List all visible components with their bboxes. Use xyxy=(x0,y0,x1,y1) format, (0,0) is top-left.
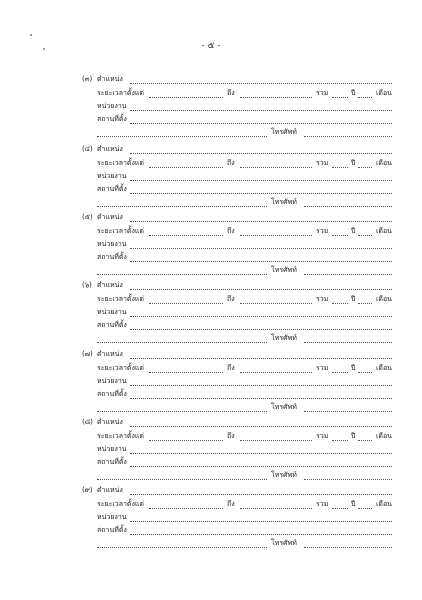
agency-label: หน่วยงาน xyxy=(97,240,127,248)
form-entry xyxy=(0,484,422,554)
start-date-field[interactable] xyxy=(149,294,223,304)
month-label: เดือน xyxy=(376,364,392,372)
total-field[interactable] xyxy=(332,294,348,304)
entry-number: (๗) xyxy=(82,350,93,358)
year-label: ปี xyxy=(351,432,356,440)
phone-label: โทรศัพท์ xyxy=(271,128,297,136)
end-date-field[interactable] xyxy=(240,88,312,98)
to-label: ถึง xyxy=(227,364,235,372)
entry-number: (๖) xyxy=(82,281,92,289)
start-date-field[interactable] xyxy=(149,363,223,373)
year-label: ปี xyxy=(351,159,356,167)
phone-label: โทรศัพท์ xyxy=(271,198,297,206)
period-label: ระยะเวลาตั้งแต่ xyxy=(97,227,144,235)
agency-field[interactable] xyxy=(130,239,392,249)
position-field[interactable] xyxy=(130,144,392,154)
year-field[interactable] xyxy=(358,226,372,236)
total-label: รวม xyxy=(316,89,329,97)
entry-number: (๓) xyxy=(82,75,93,83)
location-label: สถานที่ตั้ง xyxy=(97,185,127,193)
year-field[interactable] xyxy=(358,294,372,304)
year-field[interactable] xyxy=(358,499,372,509)
period-label: ระยะเวลาตั้งแต่ xyxy=(97,432,144,440)
start-date-field[interactable] xyxy=(149,88,223,98)
year-label: ปี xyxy=(351,295,356,303)
position-field[interactable] xyxy=(130,417,392,427)
total-field[interactable] xyxy=(332,363,348,373)
year-field[interactable] xyxy=(358,88,372,98)
agency-field[interactable] xyxy=(130,307,392,317)
phone-label: โทรศัพท์ xyxy=(271,471,297,479)
total-field[interactable] xyxy=(332,226,348,236)
phone-label: โทรศัพท์ xyxy=(271,539,297,547)
entry-number: (๘) xyxy=(82,418,93,426)
phone-field[interactable] xyxy=(304,402,392,412)
period-label: ระยะเวลาตั้งแต่ xyxy=(97,364,144,372)
form-entry xyxy=(0,73,422,143)
agency-field[interactable] xyxy=(130,444,392,454)
form-entry xyxy=(0,416,422,486)
to-label: ถึง xyxy=(227,89,235,97)
year-label: ปี xyxy=(351,364,356,372)
period-label: ระยะเวลาตั้งแต่ xyxy=(97,500,144,508)
position-label: ตำแหน่ง xyxy=(97,145,123,153)
location-field[interactable] xyxy=(130,252,392,262)
address-field[interactable] xyxy=(97,127,267,137)
location-field[interactable] xyxy=(130,525,392,535)
month-label: เดือน xyxy=(376,159,392,167)
total-field[interactable] xyxy=(332,158,348,168)
location-field[interactable] xyxy=(130,389,392,399)
year-field[interactable] xyxy=(358,363,372,373)
to-label: ถึง xyxy=(227,432,235,440)
address-field[interactable] xyxy=(97,538,267,548)
to-label: ถึง xyxy=(227,159,235,167)
start-date-field[interactable] xyxy=(149,158,223,168)
position-label: ตำแหน่ง xyxy=(97,486,123,494)
address-field[interactable] xyxy=(97,197,267,207)
position-label: ตำแหน่ง xyxy=(97,418,123,426)
phone-field[interactable] xyxy=(304,333,392,343)
end-date-field[interactable] xyxy=(240,499,312,509)
year-label: ปี xyxy=(351,89,356,97)
month-label: เดือน xyxy=(376,89,392,97)
location-label: สถานที่ตั้ง xyxy=(97,321,127,329)
form-entry xyxy=(0,211,422,281)
agency-field[interactable] xyxy=(130,376,392,386)
form-entry xyxy=(0,348,422,418)
end-date-field[interactable] xyxy=(240,431,312,441)
phone-label: โทรศัพท์ xyxy=(271,403,297,411)
period-label: ระยะเวลาตั้งแต่ xyxy=(97,89,144,97)
to-label: ถึง xyxy=(227,227,235,235)
agency-field[interactable] xyxy=(130,512,392,522)
total-label: รวม xyxy=(316,432,329,440)
position-field[interactable] xyxy=(130,280,392,290)
phone-field[interactable] xyxy=(304,265,392,275)
agency-label: หน่วยงาน xyxy=(97,102,127,110)
agency-label: หน่วยงาน xyxy=(97,308,127,316)
phone-field[interactable] xyxy=(304,538,392,548)
agency-field[interactable] xyxy=(130,101,392,111)
agency-label: หน่วยงาน xyxy=(97,445,127,453)
total-label: รวม xyxy=(316,227,329,235)
end-date-field[interactable] xyxy=(240,363,312,373)
entry-number: (๔) xyxy=(82,145,93,153)
to-label: ถึง xyxy=(227,500,235,508)
month-label: เดือน xyxy=(376,295,392,303)
page-number: - ๕ - xyxy=(201,41,221,51)
phone-field[interactable] xyxy=(304,470,392,480)
year-field[interactable] xyxy=(358,431,372,441)
location-field[interactable] xyxy=(130,114,392,124)
start-date-field[interactable] xyxy=(149,226,223,236)
total-label: รวม xyxy=(316,295,329,303)
end-date-field[interactable] xyxy=(240,158,312,168)
location-label: สถานที่ตั้ง xyxy=(97,115,127,123)
entry-number: (๕) xyxy=(82,213,93,221)
entry-number: (๙) xyxy=(82,486,93,494)
position-label: ตำแหน่ง xyxy=(97,213,123,221)
phone-field[interactable] xyxy=(304,127,392,137)
position-field[interactable] xyxy=(130,212,392,222)
period-label: ระยะเวลาตั้งแต่ xyxy=(97,159,144,167)
position-field[interactable] xyxy=(130,349,392,359)
total-label: รวม xyxy=(316,500,329,508)
total-field[interactable] xyxy=(332,431,348,441)
end-date-field[interactable] xyxy=(240,294,312,304)
form-entry xyxy=(0,279,422,349)
start-date-field[interactable] xyxy=(149,499,223,509)
location-label: สถานที่ตั้ง xyxy=(97,458,127,466)
address-field[interactable] xyxy=(97,470,267,480)
agency-label: หน่วยงาน xyxy=(97,513,127,521)
agency-label: หน่วยงาน xyxy=(97,172,127,180)
position-field[interactable] xyxy=(130,485,392,495)
end-date-field[interactable] xyxy=(240,226,312,236)
position-label: ตำแหน่ง xyxy=(97,281,123,289)
position-label: ตำแหน่ง xyxy=(97,350,123,358)
location-field[interactable] xyxy=(130,320,392,330)
location-label: สถานที่ตั้ง xyxy=(97,253,127,261)
year-label: ปี xyxy=(351,227,356,235)
total-field[interactable] xyxy=(332,88,348,98)
phone-label: โทรศัพท์ xyxy=(271,266,297,274)
location-field[interactable] xyxy=(130,457,392,467)
start-date-field[interactable] xyxy=(149,431,223,441)
total-label: รวม xyxy=(316,364,329,372)
agency-field[interactable] xyxy=(130,171,392,181)
location-label: สถานที่ตั้ง xyxy=(97,526,127,534)
location-field[interactable] xyxy=(130,184,392,194)
year-label: ปี xyxy=(351,500,356,508)
position-field[interactable] xyxy=(130,74,392,84)
period-label: ระยะเวลาตั้งแต่ xyxy=(97,295,144,303)
phone-label: โทรศัพท์ xyxy=(271,334,297,342)
address-field[interactable] xyxy=(97,402,267,412)
location-label: สถานที่ตั้ง xyxy=(97,390,127,398)
month-label: เดือน xyxy=(376,500,392,508)
month-label: เดือน xyxy=(376,432,392,440)
scan-speck xyxy=(30,34,32,36)
month-label: เดือน xyxy=(376,227,392,235)
address-field[interactable] xyxy=(97,333,267,343)
agency-label: หน่วยงาน xyxy=(97,377,127,385)
phone-field[interactable] xyxy=(304,197,392,207)
to-label: ถึง xyxy=(227,295,235,303)
position-label: ตำแหน่ง xyxy=(97,75,123,83)
total-field[interactable] xyxy=(332,499,348,509)
form-entry xyxy=(0,143,422,213)
total-label: รวม xyxy=(316,159,329,167)
address-field[interactable] xyxy=(97,265,267,275)
year-field[interactable] xyxy=(358,158,372,168)
